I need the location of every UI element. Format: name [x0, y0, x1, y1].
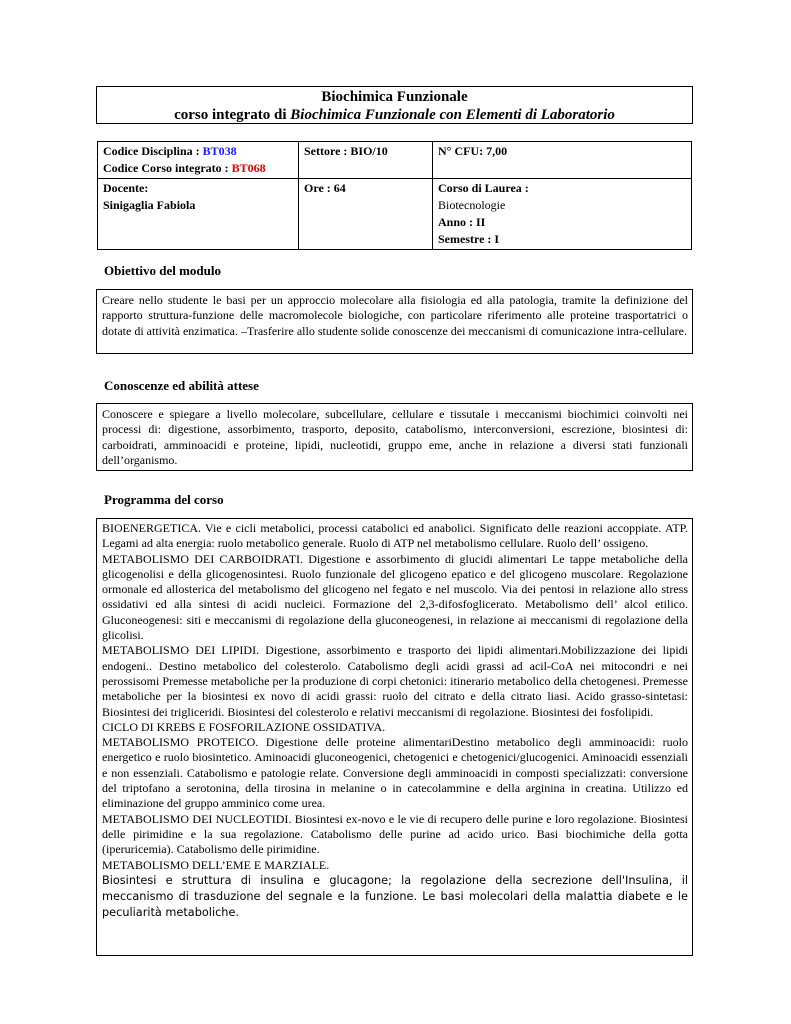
- programma-paragraph: METABOLISMO PROTEICO. Digestione delle proteine alimentariDestino metabolico degli amminoacidi: ruolo energetico e ruolo biosintetico. Aminoacidi gluconeogenici, chetogenici e chetogenici/glucogenici. Aminoacidi essenziali e non essenziali. Catabolismo e patologie relate. Conversione degli amminoacidi in composti specializzati: conversione del triptofano a serotonina, della tirosina in melanine o in catecolammine e della arginina in creatina. Utilizzo ed eliminazione del gruppo amminico come urea.: [102, 735, 688, 811]
- obiettivo-heading: Obiettivo del modulo: [104, 263, 222, 278]
- programma-paragraph: METABOLISMO DEI CARBOIDRATI. Digestione e assorbimento di glucidi alimentari Le tappe metaboliche della glicogenolisi e della glicogenosintesi. Ruolo funzionale del glicogeno epatico e del glicogeno muscolare. Regolazione ormonale ed allosterica del metabolismo del glicogeno nel fegato e nel muscolo. Via dei pentosi in relazione allo stress ossidativi ed alla sintesi di acidi nucleici. Formazione del 2,3-difosfoglicerato. Metabolismo dell’ alcol etilico. Gluconeogenesi: siti e meccanismi di regolazione della gluconeogenesi, in relazione ai meccanismi di regolazione della glicolisi.: [102, 551, 688, 643]
- programma-heading: Programma del corso: [104, 492, 224, 507]
- course-title-box: [96, 86, 693, 124]
- info-row-codes: [98, 142, 692, 179]
- docente-label: Docente:: [103, 181, 149, 195]
- codice-disciplina: [103, 143, 293, 160]
- corso-value: Biotecnologie: [438, 198, 506, 212]
- course-subtitle: [97, 106, 692, 124]
- codice-corso: [103, 160, 293, 177]
- anno: Anno : II: [438, 215, 486, 229]
- docente-cell: [98, 179, 299, 250]
- codice-corso-label: Codice Corso integrato :: [103, 161, 232, 175]
- corso-label: Corso di Laurea :: [438, 181, 529, 195]
- semestre: Semestre : I: [438, 232, 500, 246]
- conoscenze-text: Conoscere e spiegare a livello molecolare, subcellulare, cellulare e tissutale i meccanismi biochimici coinvolti nei processi di: digestione, assorbimento, trasporto, deposito, catabolismo, interconversioni, escrezione, biosintesi di: carboidrati, amminoacidi e proteine, lipidi, nucleotidi, gruppo eme, anche in relazione a diversi stati funzionali dell’organismo.: [96, 403, 693, 471]
- codice-disciplina-value: BT038: [202, 144, 237, 158]
- ore-cell: Ore : 64: [299, 179, 433, 250]
- cfu-cell: N° CFU: 7,00: [433, 142, 692, 179]
- codice-corso-value: BT068: [231, 161, 266, 175]
- course-subtitle-prefix: corso integrato di: [174, 107, 291, 123]
- programma-paragraph: METABOLISMO DEI NUCLEOTIDI. Biosintesi ex-novo e le vie di recupero delle purine e loro regolazione. Biosintesi delle pirimidine e la sua regolazione. Catabolismo delle purine ad acido urico. Basi biochimiche della gotta (iperuricemia). Catabolismo delle pirimidine.: [102, 811, 688, 857]
- settore-cell: Settore : BIO/10: [299, 142, 433, 179]
- conoscenze-heading: Conoscenze ed abilità attese: [104, 378, 259, 393]
- course-subtitle-italic: Biochimica Funzionale con Elementi di Laboratorio: [290, 107, 615, 123]
- course-info-table: [97, 141, 692, 250]
- obiettivo-text: Creare nello studente le basi per un approccio molecolare alla fisiologia ed alla patologia, tramite la definizione del rapporto struttura-funzione delle macromolecole biologiche, con particolare riferimento alle proteine trasportatrici o dotate di attività enzimatica. –Trasferire allo studente solide conoscenze dei meccanismi di comunicazione intra-cellulare.: [96, 289, 693, 354]
- codice-disciplina-label: Codice Disciplina :: [103, 144, 203, 158]
- corso-cell: [433, 179, 692, 250]
- programma-paragraph: BIOENERGETICA. Vie e cicli metabolici, processi catabolici ed anabolici. Significato delle reazioni accoppiate. ATP. Legami ad alta energia: ruolo metabolico generale. Ruolo di ATP nel metabolismo cellulare. Ruolo dell’ ossigeno.: [102, 521, 688, 551]
- programma-paragraph: METABOLISMO DELL’EME E MARZIALE.: [102, 857, 330, 872]
- info-row-docente: [98, 179, 692, 250]
- programma-paragraph: CICLO DI KREBS E FOSFORILAZIONE OSSIDATIVA.: [102, 719, 386, 734]
- docente-name: Sinigaglia Fabiola: [103, 198, 196, 212]
- programma-text: [96, 518, 693, 956]
- codes-cell: [98, 142, 299, 179]
- programma-paragraph-last: Biosintesi e struttura di insulina e glucagone; la regolazione della secrezione dell'Insulina, il meccanismo di trasduzione del segnale e la funzione. Le basi molecolari della malattia diabete e le peculiarità metaboliche.: [102, 873, 688, 920]
- course-title: Biochimica Funzionale: [321, 89, 468, 105]
- programma-paragraph: METABOLISMO DEI LIPIDI. Digestione, assorbimento e trasporto dei lipidi alimentari.Mobilizzazione dei lipidi endogeni.. Destino metabolico del colesterolo. Catabolismo degli acidi grassi ad acil-CoA nei mitocondri e nei perossisomi Premesse metaboliche per la produzione di corpi chetonici: itinerario metabolico della chetogenesi. Premesse metaboliche per la biosintesi ex novo di acidi grassi: ruolo del citrato e della citrato liasi. Acido grasso-sintetasi: Biosintesi dei trigliceridi. Biosintesi del colesterolo e relativi meccanismi di regolazione. Biosintesi dei fosfolipidi.: [102, 643, 688, 719]
